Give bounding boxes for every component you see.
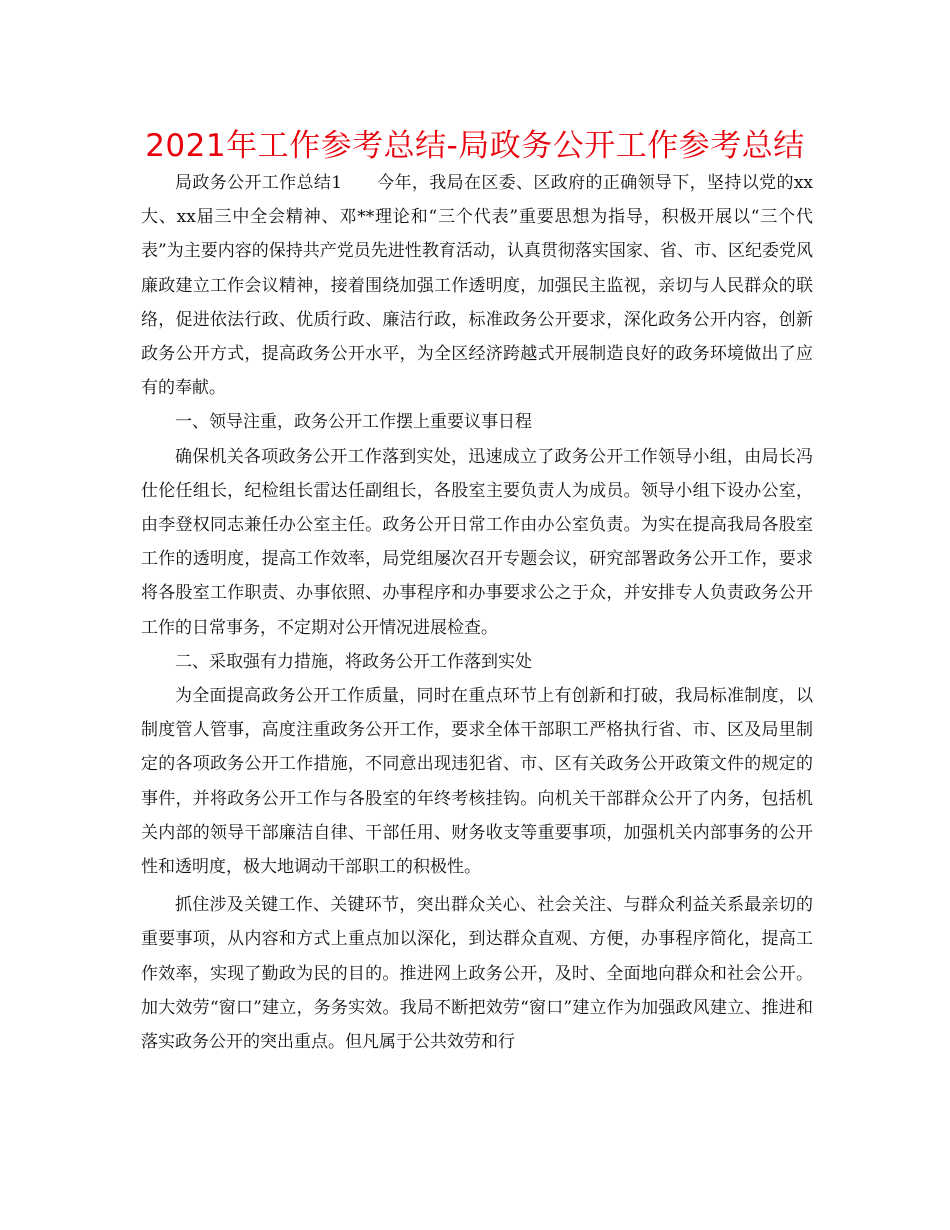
document-body bbox=[141, 166, 813, 1059]
section-2-paragraph-2: 抓住涉及关键工作、关键环节，突出群众关心、社会关注、与群众利益关系最亲切的重要事项，从内容和方式上重点加以深化，到达群众直观、方便，办事程序简化，提高工作效率，实现了勤政为民的目的。推进网上政务公开，及时、全面地向群众和社会公开。加大效劳“窗口”建立，务务实效。我局不断把效劳“窗口”建立作为加强政风建立、推进和落实政务公开的突出重点。但凡属于公共效劳和行 bbox=[141, 895, 813, 1053]
section-heading-2: 二、采取强有力措施，将政务公开工作落到实处 bbox=[175, 651, 532, 672]
section-1-paragraph: 确保机关各项政务公开工作落到实处，迅速成立了政务公开工作领导小组，由局长冯仕伦任组长，纪检组长雷达任副组长，各股室主要负责人为成员。领导小组下设办公室，由李登权同志兼任办公室主任。政务公开日常工作由办公室负责。为实在提高我局各股室工作的透明度，提高工作效率，局党组屡次召开专题会议，研究部署政务公开工作，要求将各股室工作职责、办事依照、办事程序和办事要求公之于众，并安排专人负责政务公开工作的日常事务，不定期对公开情况进展检查。 bbox=[141, 446, 813, 638]
intro-paragraph: 局政务公开工作总结1 今年，我局在区委、区政府的正确领导下，坚持以党的xx大、xx届三中全会精神、邓**理论和“三个代表”重要思想为指导，积极开展以“三个代表”为主要内容的保持共产党员先进性教育活动，认真贯彻落实国家、省、市、区纪委党风廉政建立工作会议精神，接着围绕加强工作透明度，加强民主监视，亲切与人民群众的联络，促进依法行政、优质行政、廉洁行政，标准政务公开要求，深化政务公开内容，创新政务公开方式，提高政务公开水平，为全区经济跨越式开展制造良好的政务环境做出了应有的奉献。 bbox=[141, 173, 813, 399]
section-heading-1: 一、领导注重，政务公开工作摆上重要议事日程 bbox=[175, 412, 532, 433]
section-2-paragraph-1: 为全面提高政务公开工作质量，同时在重点环节上有创新和打破，我局标准制度，以制度管人管事，高度注重政务公开工作，要求全体干部职工严格执行省、市、区及局里制定的各项政务公开工作措施，不同意出现违犯省、市、区有关政务公开政策文件的规定的事件，并将政务公开工作与各股室的年终考核挂钩。向机关干部群众公开了内务，包括机关内部的领导干部廉洁自律、干部任用、财务收支等重要事项，加强机关内部事务的公开性和透明度，极大地调动干部职工的积极性。 bbox=[141, 686, 813, 878]
document-title: 2021年工作参考总结-局政务公开工作参考总结 bbox=[145, 128, 805, 164]
